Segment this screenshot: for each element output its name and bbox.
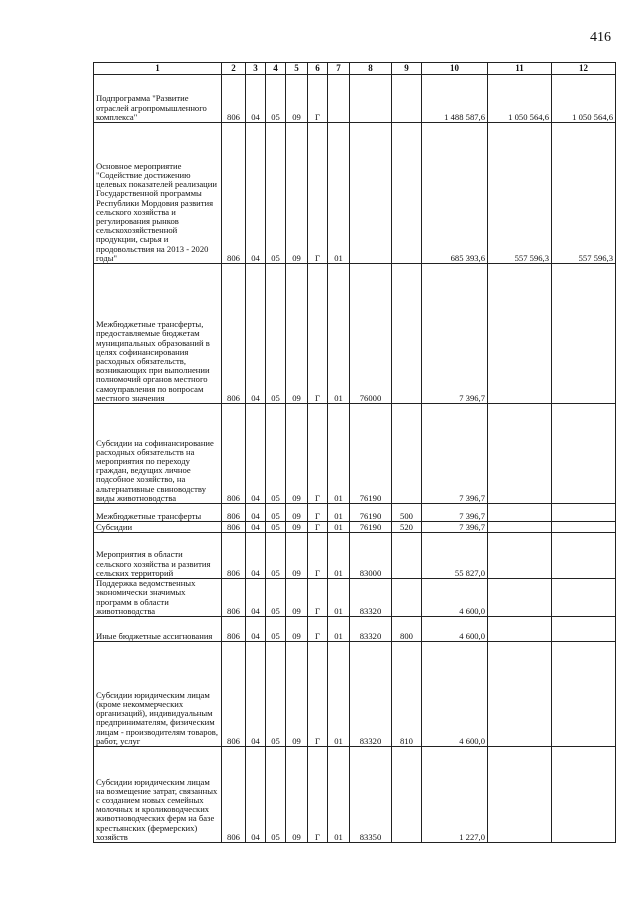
code-pr: 05	[266, 504, 286, 522]
page-number: 416	[590, 30, 611, 45]
code-direction: 76190	[350, 404, 392, 504]
code-vr	[392, 747, 422, 843]
code-gr: 806	[222, 75, 246, 123]
code-gr: 806	[222, 264, 246, 404]
code-rz: 04	[246, 504, 266, 522]
code-vr	[392, 579, 422, 617]
amount-year-1: 7 396,7	[422, 264, 488, 404]
code-vr	[392, 75, 422, 123]
amount-year-1: 4 600,0	[422, 579, 488, 617]
amount-year-2	[488, 617, 552, 642]
row-name: Подпрограмма "Развитие отраслей агропромышленного комплекса"	[94, 75, 222, 123]
table-row	[94, 747, 616, 843]
column-header: 4	[266, 63, 286, 75]
code-vr	[392, 264, 422, 404]
amount-year-3	[552, 264, 616, 404]
code-pr: 05	[266, 579, 286, 617]
code-prog: 09	[286, 75, 308, 123]
code-event: 01	[328, 123, 350, 264]
table-row	[94, 504, 616, 522]
code-prog: 09	[286, 522, 308, 533]
code-prog: 09	[286, 617, 308, 642]
code-rz: 04	[246, 642, 266, 747]
amount-year-2	[488, 747, 552, 843]
code-rz: 04	[246, 533, 266, 579]
code-prog: 09	[286, 579, 308, 617]
code-gr: 806	[222, 579, 246, 617]
column-header: 3	[246, 63, 266, 75]
code-vr: 800	[392, 617, 422, 642]
row-name: Субсидии на софинансирование расходных обязательств на мероприятия по переходу граждан, ведущих личное подсобное хозяйство, на альтернативные свиноводству виды животноводства	[94, 404, 222, 504]
amount-year-1: 4 600,0	[422, 617, 488, 642]
code-prog: 09	[286, 504, 308, 522]
code-subprog: Г	[308, 642, 328, 747]
code-subprog: Г	[308, 75, 328, 123]
code-pr: 05	[266, 642, 286, 747]
amount-year-2	[488, 579, 552, 617]
code-subprog: Г	[308, 264, 328, 404]
code-rz: 04	[246, 123, 266, 264]
table-row	[94, 579, 616, 617]
code-event: 01	[328, 264, 350, 404]
code-direction: 83320	[350, 642, 392, 747]
code-rz: 04	[246, 522, 266, 533]
amount-year-2	[488, 642, 552, 747]
code-event: 01	[328, 404, 350, 504]
row-name: Субсидии юридическим лицам (кроме некоммерческих организаций), индивидуальным предпринимателям, физическим лицам - производителям товаров, работ, услуг	[94, 642, 222, 747]
column-header: 11	[488, 63, 552, 75]
code-event: 01	[328, 533, 350, 579]
code-subprog: Г	[308, 123, 328, 264]
column-header: 5	[286, 63, 308, 75]
code-event: 01	[328, 747, 350, 843]
amount-year-2: 1 050 564,6	[488, 75, 552, 123]
code-vr: 810	[392, 642, 422, 747]
code-gr: 806	[222, 404, 246, 504]
code-direction: 83320	[350, 579, 392, 617]
amount-year-1: 7 396,7	[422, 504, 488, 522]
code-pr: 05	[266, 522, 286, 533]
code-prog: 09	[286, 642, 308, 747]
code-subprog: Г	[308, 522, 328, 533]
code-gr: 806	[222, 617, 246, 642]
table-row	[94, 264, 616, 404]
code-subprog: Г	[308, 617, 328, 642]
row-name: Межбюджетные трансферты, предоставляемые бюджетам муниципальных образований в целях софинансирования расходных обязательств, возникающих при выполнении полномочий органов местного самоуправления по вопросам местного значения	[94, 264, 222, 404]
code-subprog: Г	[308, 747, 328, 843]
code-event	[328, 75, 350, 123]
code-direction: 76190	[350, 504, 392, 522]
code-pr: 05	[266, 747, 286, 843]
code-gr: 806	[222, 504, 246, 522]
code-pr: 05	[266, 617, 286, 642]
code-rz: 04	[246, 579, 266, 617]
code-direction: 76000	[350, 264, 392, 404]
row-name: Субсидии	[94, 522, 222, 533]
amount-year-1: 7 396,7	[422, 404, 488, 504]
code-direction: 76190	[350, 522, 392, 533]
row-name: Мероприятия в области сельского хозяйства и развития сельских территорий	[94, 533, 222, 579]
code-vr	[392, 533, 422, 579]
code-direction	[350, 75, 392, 123]
code-direction: 83320	[350, 617, 392, 642]
code-direction: 83350	[350, 747, 392, 843]
amount-year-1: 55 827,0	[422, 533, 488, 579]
table-row	[94, 123, 616, 264]
code-vr: 520	[392, 522, 422, 533]
code-gr: 806	[222, 533, 246, 579]
amount-year-3	[552, 642, 616, 747]
code-pr: 05	[266, 404, 286, 504]
code-pr: 05	[266, 533, 286, 579]
code-direction: 83000	[350, 533, 392, 579]
code-prog: 09	[286, 264, 308, 404]
code-prog: 09	[286, 123, 308, 264]
row-name: Иные бюджетные ассигнования	[94, 617, 222, 642]
table-row	[94, 75, 616, 123]
amount-year-1: 1 227,0	[422, 747, 488, 843]
code-vr	[392, 404, 422, 504]
code-gr: 806	[222, 522, 246, 533]
amount-year-3	[552, 579, 616, 617]
row-name: Основное мероприятие "Содействие достижению целевых показателей реализации Государственной программы Республики Мордовия развития сельского хозяйства и регулирования рынков сельскохозяйственной продукции, сырья и продовольствия на 2013 - 2020 годы"	[94, 123, 222, 264]
column-header: 9	[392, 63, 422, 75]
amount-year-3	[552, 747, 616, 843]
code-subprog: Г	[308, 504, 328, 522]
column-header: 2	[222, 63, 246, 75]
code-subprog: Г	[308, 533, 328, 579]
table-row	[94, 642, 616, 747]
amount-year-2	[488, 533, 552, 579]
code-rz: 04	[246, 617, 266, 642]
code-event: 01	[328, 617, 350, 642]
code-event: 01	[328, 642, 350, 747]
amount-year-1: 4 600,0	[422, 642, 488, 747]
table-row	[94, 533, 616, 579]
code-subprog: Г	[308, 579, 328, 617]
row-name: Субсидии юридическим лицам на возмещение затрат, связанных с созданием новых семейных молочных и кролиководческих животноводческих ферм на базе крестьянских (фермерских) хозяйств	[94, 747, 222, 843]
code-subprog: Г	[308, 404, 328, 504]
code-rz: 04	[246, 264, 266, 404]
table-row	[94, 404, 616, 504]
amount-year-3	[552, 522, 616, 533]
row-name: Межбюджетные трансферты	[94, 504, 222, 522]
code-vr: 500	[392, 504, 422, 522]
amount-year-2: 557 596,3	[488, 123, 552, 264]
code-event: 01	[328, 522, 350, 533]
row-name: Поддержка ведомственных экономически значимых программ в области животноводства	[94, 579, 222, 617]
amount-year-1: 685 393,6	[422, 123, 488, 264]
amount-year-3: 1 050 564,6	[552, 75, 616, 123]
amount-year-3	[552, 617, 616, 642]
code-pr: 05	[266, 123, 286, 264]
column-header: 12	[552, 63, 616, 75]
amount-year-1: 7 396,7	[422, 522, 488, 533]
code-prog: 09	[286, 404, 308, 504]
amount-year-3	[552, 404, 616, 504]
amount-year-2	[488, 404, 552, 504]
table-header-row	[94, 63, 616, 75]
amount-year-2	[488, 264, 552, 404]
code-event: 01	[328, 579, 350, 617]
table-row	[94, 522, 616, 533]
budget-table	[93, 62, 616, 843]
table-row	[94, 617, 616, 642]
code-gr: 806	[222, 747, 246, 843]
column-header: 1	[94, 63, 222, 75]
code-prog: 09	[286, 747, 308, 843]
amount-year-3	[552, 504, 616, 522]
code-gr: 806	[222, 123, 246, 264]
amount-year-2	[488, 522, 552, 533]
code-pr: 05	[266, 75, 286, 123]
amount-year-1: 1 488 587,6	[422, 75, 488, 123]
code-rz: 04	[246, 75, 266, 123]
column-header: 10	[422, 63, 488, 75]
column-header: 7	[328, 63, 350, 75]
code-pr: 05	[266, 264, 286, 404]
code-event: 01	[328, 504, 350, 522]
code-direction	[350, 123, 392, 264]
code-rz: 04	[246, 747, 266, 843]
code-vr	[392, 123, 422, 264]
code-prog: 09	[286, 533, 308, 579]
code-gr: 806	[222, 642, 246, 747]
column-header: 6	[308, 63, 328, 75]
amount-year-3: 557 596,3	[552, 123, 616, 264]
column-header: 8	[350, 63, 392, 75]
amount-year-2	[488, 504, 552, 522]
code-rz: 04	[246, 404, 266, 504]
amount-year-3	[552, 533, 616, 579]
